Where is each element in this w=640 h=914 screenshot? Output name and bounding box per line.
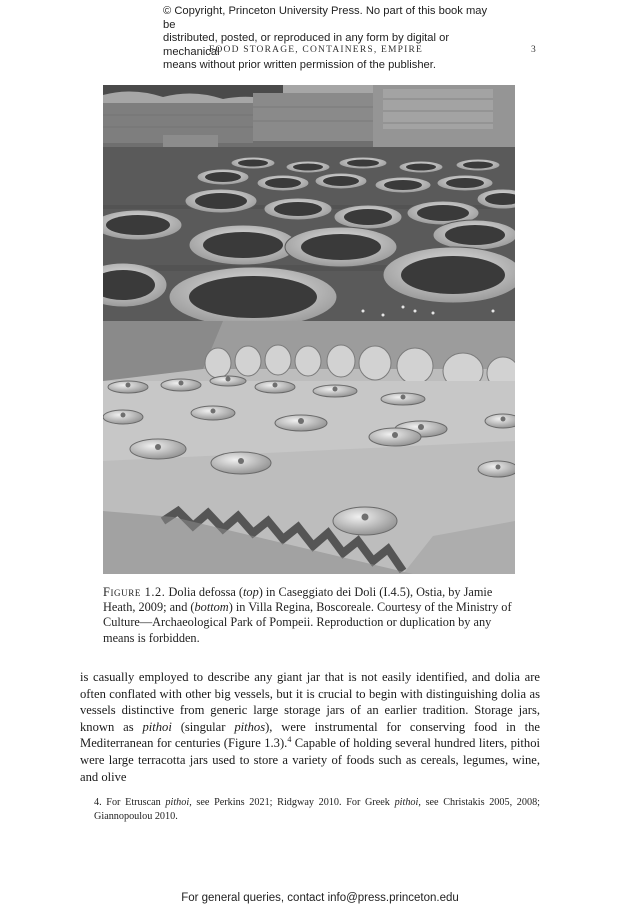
footnote-text-3: , see Christakis 2005, 2008; Giannopoulou 2010.	[94, 797, 541, 822]
contact-footer: For general queries, contact info@press.princeton.edu	[181, 892, 459, 904]
caption-top-term: top	[243, 585, 259, 599]
running-head-title: FOOD STORAGE, CONTAINERS, EMPIRE	[209, 45, 424, 55]
footnote-reference[interactable]: 4	[287, 735, 292, 745]
figure-caption	[103, 585, 523, 646]
body-term-pithoi: pithoi	[142, 719, 172, 734]
footnote-term-1: pithoi	[165, 797, 190, 808]
figure-image	[103, 85, 515, 574]
footnote-term-2: pithoi	[394, 797, 419, 808]
footnote-text-1: 4. For Etruscan	[94, 797, 166, 808]
photo-villa-regina-dolia	[103, 321, 515, 574]
body-text-2: (singular	[171, 719, 235, 734]
body-text-3: ), were instrumental for conserving food in the Mediterranean for centuries (Figure 1.3).	[80, 719, 540, 751]
copyright-line-2: distributed, posted, or reproduced in any form by digital or mechanical	[163, 32, 450, 58]
caption-bottom-term: bottom	[194, 600, 229, 615]
footnote	[80, 796, 540, 824]
body-paragraph	[80, 669, 540, 785]
body-text-1: is casually employed to describe any giant jar that is not easily identified, and dolia are often conflated with other big vessels, but it is crucial to begin with distinguishing dolia as vessels distinctive from generic large storage jars of an earlier tradition. Storage jars, known as	[80, 670, 540, 734]
body-text-4: Capable of holding several hundred liters, pithoi were large terracotta jars used to store a variety of foods such as cereals, legumes, wine, and olive	[80, 736, 540, 784]
copyright-notice	[163, 5, 493, 73]
footnote-text-2: , see Perkins 2021; Ridgway 2010. For Greek	[189, 797, 395, 808]
figure-label: Figure 1.2.	[103, 585, 166, 599]
caption-text-1: Dolia defossa (	[165, 585, 243, 599]
body-term-pithos: pithos	[234, 719, 266, 734]
caption-text-3: ) in Villa Regina, Boscoreale. Courtesy of the Ministry of Culture—Archaeological Park of Pompeii. Reproduction or duplication by any means is forbidden.	[103, 600, 512, 645]
copyright-line-3: means without prior written permission of the publisher.	[163, 59, 436, 71]
photo-ostia-dolia	[103, 85, 515, 321]
caption-text-2: ) in Caseggiato dei Doli (I.4.5), Ostia, by Jamie Heath, 2009; and (	[103, 585, 493, 615]
page-number: 3	[531, 45, 536, 55]
copyright-line-1: © Copyright, Princeton University Press. No part of this book may be	[163, 5, 488, 31]
